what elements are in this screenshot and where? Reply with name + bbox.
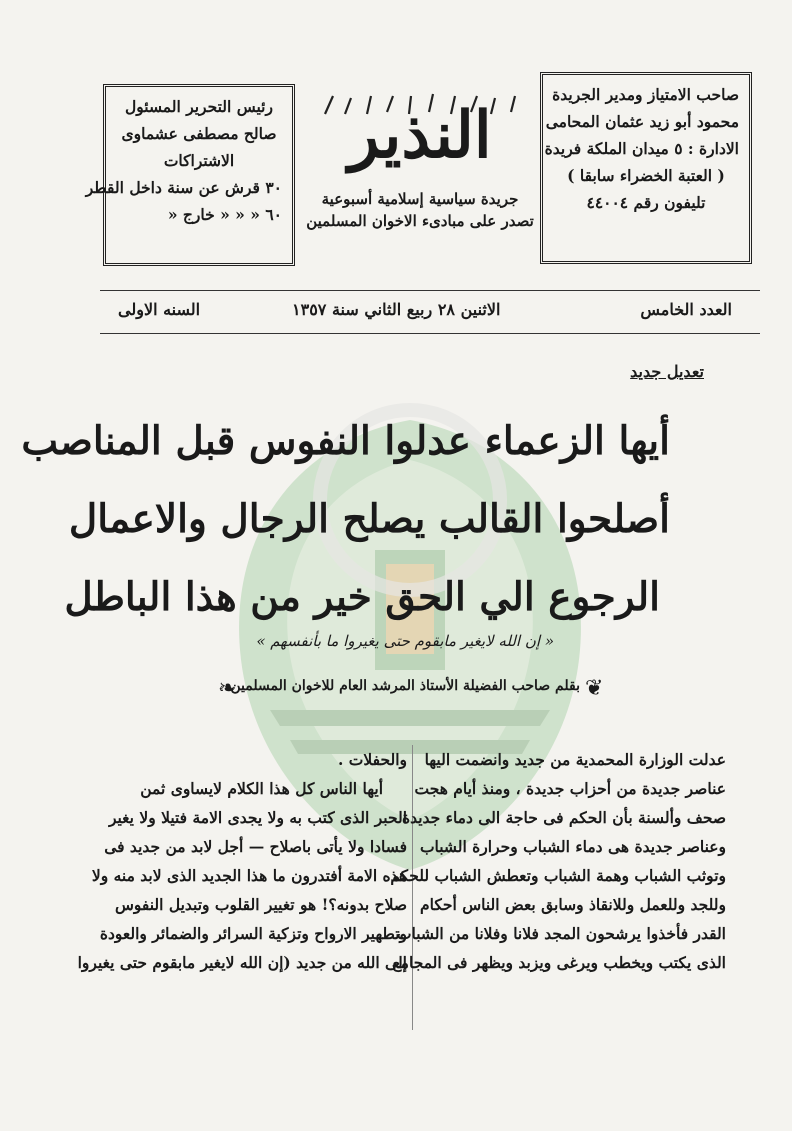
body-line: وتوثب الشباب وهمة الشباب وتعطش الشباب للحكم	[390, 866, 726, 885]
telephone-number: تليفون رقم ٤٤٠٠٤	[586, 193, 706, 212]
subscription-domestic: ٣٠ قرش عن سنة داخل القطر	[85, 178, 282, 197]
administration-address: الادارة : ٥ ميدان الملكة فريدة	[544, 139, 739, 158]
issue-date: الاثنين ٢٨ ربيع الثاني سنة ١٣٥٧	[292, 300, 501, 319]
top-rule	[100, 290, 760, 291]
quranic-quote: « إن الله لايغير مابقوم حتى يغيروا ما بأنفسهم »	[256, 632, 554, 650]
body-line: وعناصر جديدة هى دماء الشباب وحرارة الشباب	[419, 837, 726, 856]
publication-year: السنه الاولى	[118, 300, 201, 319]
body-line: الذى يكتب ويخطب ويرغى ويزبد ويظهر فى المجامع	[392, 953, 726, 972]
issue-number: العدد الخامس	[640, 300, 732, 319]
headline-line-3: الرجوع الي الحق خير من هذا الباطل	[64, 574, 660, 620]
body-line: صحف وألسنة بأن الحكم فى حاجة الى دماء جديدة	[401, 808, 726, 827]
masthead-subtitle-line-1: جريدة سياسية إسلامية أسبوعية	[321, 190, 519, 208]
body-line: أيها الناس كل هذا الكلام لايساوى ثمن	[140, 779, 383, 798]
editor-name: صالح مصطفى عشماوى	[121, 124, 277, 143]
kicker-label: تعديل جديد	[630, 362, 704, 381]
body-column-left	[77, 745, 407, 977]
publisher-info-box	[540, 72, 752, 264]
body-column-right	[386, 745, 726, 977]
masthead-subtitle	[290, 188, 550, 232]
body-line: الحبر الذى كتب به ولا يجدى الامة فتيلا ولا يغير	[108, 808, 407, 827]
masthead-title: النذير	[348, 98, 492, 173]
headline-line-2: أصلحوا القالب يصلح الرجال والاعمال	[68, 496, 670, 542]
body-line: فسادا ولا يأتى باصلاح — أجل لابد من جديد فى	[104, 837, 407, 856]
byline-ornament-left-icon: ❧	[218, 676, 237, 701]
subscriptions-heading: الاشتراكات	[163, 151, 235, 170]
body-line: وتطهير الارواح وتزكية السرائر والضمائر والعودة	[99, 924, 407, 943]
body-line: عناصر جديدة من أحزاب جديدة ، ومنذ أيام هجت	[414, 779, 726, 798]
publisher-name: محمود أبو زيد عثمان المحامى	[545, 112, 739, 131]
publisher-line: صاحب الامتياز ومدير الجريدة	[552, 85, 739, 104]
body-line: والحفلات .	[338, 750, 407, 769]
byline: بقلم صاحب الفضيلة الأستاذ المرشد العام للاخوان المسلمين	[230, 678, 580, 694]
byline-ornament-right-icon: ❦	[585, 676, 604, 701]
body-line: وللجد وللعمل وللانقاذ وسابق بعض الناس أحكام	[420, 895, 726, 914]
body-line: إلى الله من جديد (إن الله لايغير مابقوم حتى يغيروا	[77, 953, 407, 972]
headline-line-1: أيها الزعماء عدلوا النفوس قبل المناصب	[21, 418, 670, 464]
body-line: القدر فأخذوا يرشحون المجد فلانا وفلانا من الشباب	[396, 924, 726, 943]
editor-title: رئيس التحرير المسئول	[125, 97, 273, 116]
body-line: صلاح بدونه؟! هو تغيير القلوب وتبديل النفوس	[114, 895, 407, 914]
editor-subscription-box	[85, 84, 295, 266]
masthead-subtitle-line-2: تصدر على مبادىء الاخوان المسلمين	[306, 212, 534, 230]
subscription-foreign: ٦٠ « « « خارج «	[167, 205, 282, 224]
body-line: هذه الامة أفتدرون ما هذا الجديد الذى لابد منه ولا	[91, 866, 407, 885]
body-line: عدلت الوزارة المحمدية من جديد وانضمت اليها	[424, 750, 726, 769]
bottom-rule	[100, 333, 760, 334]
administration-address-note: ( العتبة الخضراء سابقا )	[567, 166, 725, 185]
